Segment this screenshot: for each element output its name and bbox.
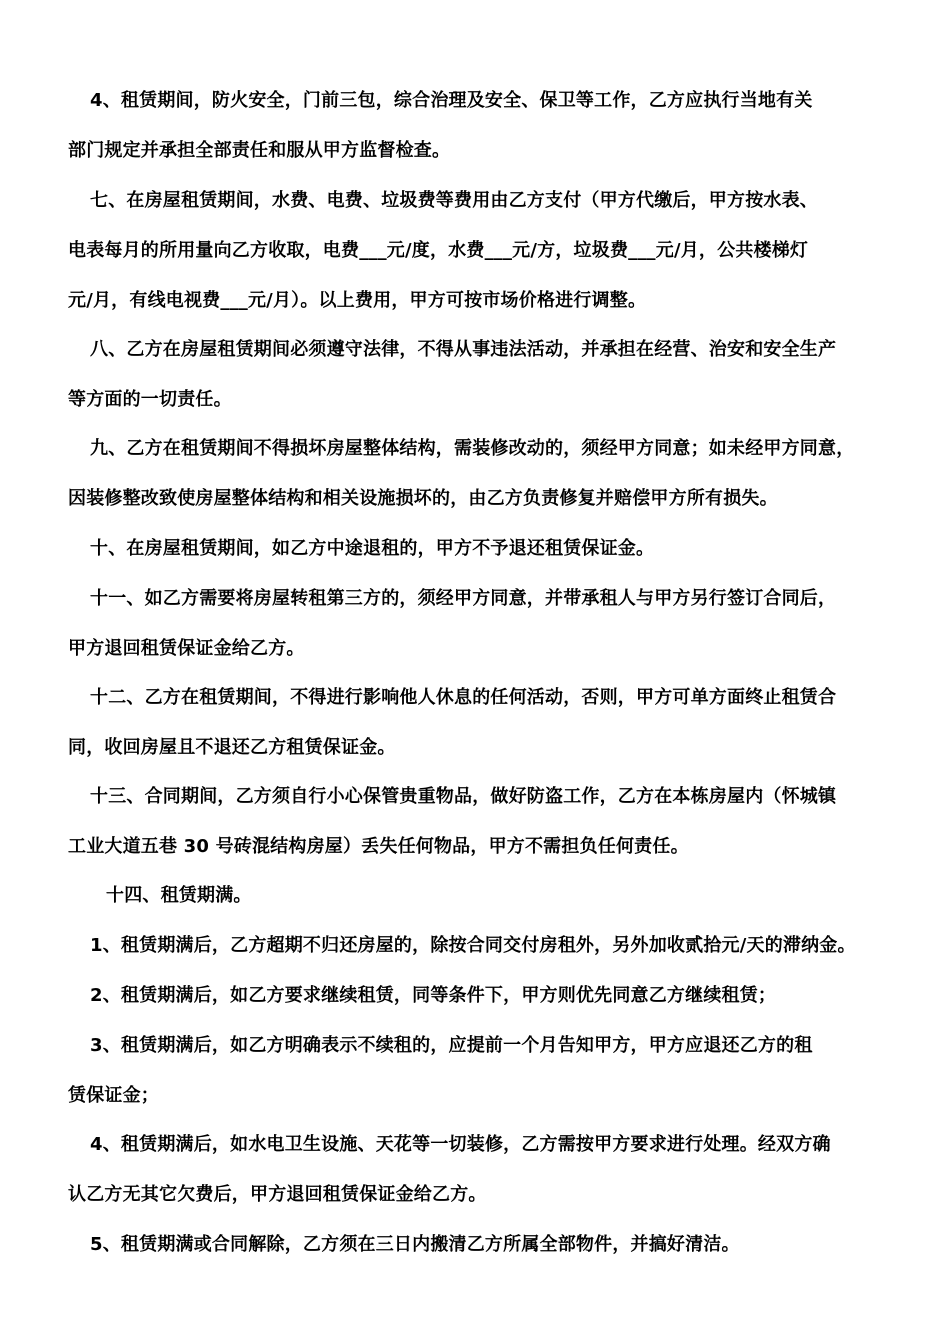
clause-4-fire-safety (68, 76, 890, 176)
clause-8-compliance (68, 325, 890, 425)
clause-12-disturbance (68, 673, 890, 773)
text-line: 5、租赁期满或合同解除，乙方须在三日内搬清乙方所属全部物件，并搞好清洁。 (90, 1234, 740, 1255)
clause-14-item-5 (68, 1220, 890, 1270)
text-line: 同，收回房屋且不退还乙方租赁保证金。 (68, 737, 396, 758)
text-line: 1、租赁期满后，乙方超期不归还房屋的，除按合同交付房租外，另外加收贰拾元/天的滞纳金。 (90, 935, 856, 956)
text-line: 认乙方无其它欠费后，甲方退回租赁保证金给乙方。 (68, 1184, 487, 1205)
text-line: 十、在房屋租赁期间，如乙方中途退租的，甲方不予退还租赁保证金。 (90, 538, 655, 559)
text-line: 八、乙方在房屋租赁期间必须遵守法律，不得从事违法活动，并承担在经营、治安和安全生产 (90, 339, 837, 360)
text-line: 工业大道五巷 30 号砖混结构房屋）丢失任何物品，甲方不需担负任何责任。 (68, 836, 689, 857)
text-line: 因装修整改致使房屋整体结构和相关设施损坏的，由乙方负责修复并赔偿甲方所有损失。 (68, 488, 778, 509)
clause-14-item-4 (68, 1120, 890, 1220)
text-line: 十三、合同期间，乙方须自行小心保管贵重物品，做好防盗工作，乙方在本栋房屋内（怀城镇 (90, 786, 837, 807)
text-line: 甲方退回租赁保证金给乙方。 (68, 638, 305, 659)
text-line: 元/月，有线电视费___元/月）。以上费用，甲方可按市场价格进行调整。 (68, 290, 647, 311)
clause-14-item-3 (68, 1021, 890, 1121)
clause-13-valuables (68, 772, 890, 872)
clause-14-item-1 (68, 921, 890, 971)
text-line: 4、租赁期满后，如水电卫生设施、天花等一切装修，乙方需按甲方要求进行处理。经双方确 (90, 1134, 831, 1155)
text-line: 2、租赁期满后，如乙方要求继续租赁，同等条件下，甲方则优先同意乙方继续租赁； (90, 985, 777, 1006)
text-line: 4、租赁期间，防火安全，门前三包，综合治理及安全、保卫等工作，乙方应执行当地有关 (90, 90, 813, 111)
text-line: 部门规定并承担全部责任和服从甲方监督检查。 (68, 140, 451, 161)
text-line: 九、乙方在租赁期间不得损坏房屋整体结构，需装修改动的，须经甲方同意；如未经甲方同意， (90, 438, 855, 459)
text-line: 七、在房屋租赁期间，水费、电费、垃圾费等费用由乙方支付（甲方代缴后，甲方按水表、 (90, 190, 818, 211)
text-line: 电表每月的所用量向乙方收取，电费___元/度，水费___元/方，垃圾费___元/月，公共楼梯灯 (68, 240, 809, 261)
text-line: 十一、如乙方需要将房屋转租第三方的，须经甲方同意，并带承租人与甲方另行签订合同后， (90, 588, 837, 609)
text-line: 赁保证金； (68, 1085, 159, 1106)
clause-9-structure (68, 424, 890, 524)
clause-14-item-2 (68, 971, 890, 1021)
text-line: 3、租赁期满后，如乙方明确表示不续租的，应提前一个月告知甲方，甲方应退还乙方的租 (90, 1035, 813, 1056)
section-heading: 十四、租赁期满。 (106, 885, 252, 906)
text-line: 等方面的一切责任。 (68, 389, 232, 410)
clause-11-sublease (68, 574, 890, 674)
clause-14-heading (68, 871, 890, 921)
clause-10-early-termination (68, 524, 890, 574)
clause-7-utility-fees (68, 176, 890, 326)
text-line: 十二、乙方在租赁期间，不得进行影响他人休息的任何活动，否则，甲方可单方面终止租赁合 (90, 687, 837, 708)
